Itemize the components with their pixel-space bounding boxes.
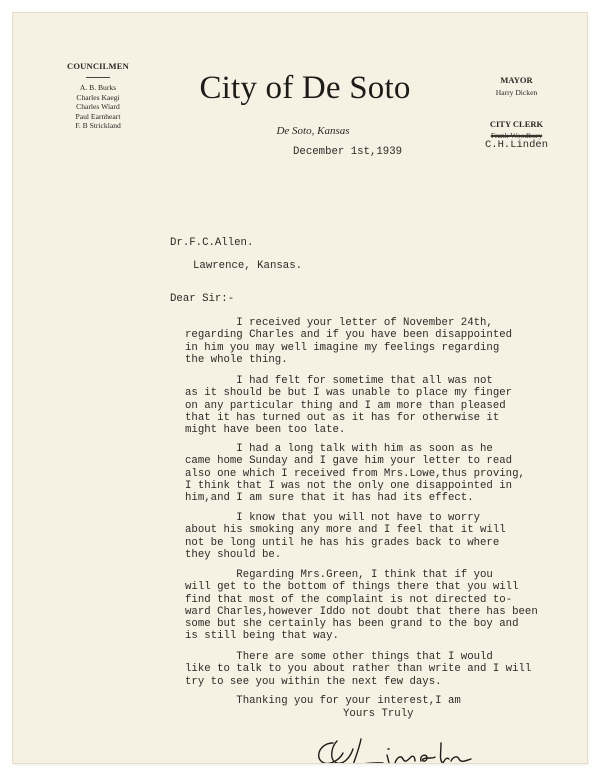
councilman-name: Charles Wiard (76, 102, 120, 112)
councilmen-heading: COUNCILMEN (67, 61, 129, 71)
city-subtitle: De Soto, Kansas (276, 125, 350, 137)
body-line: some but she certainly has been grand to the boy and (185, 618, 519, 631)
body-line: that it has turned out as it has for otherwise it (185, 411, 500, 424)
paragraph (185, 443, 545, 504)
letter-page (13, 13, 587, 763)
complimentary-close: Yours Truly (343, 708, 414, 720)
body-line: try to see you within the next few days. (185, 675, 442, 688)
body-line: as it should be but I was unable to place my finger (185, 387, 513, 400)
body-line: in him you may well imagine my feelings regarding (185, 341, 500, 354)
body-line: on any particular thing and I am more than pleased (185, 399, 506, 412)
councilman-name: A. B. Burks (79, 83, 117, 92)
paragraph (185, 569, 545, 643)
body-line: might have been too late. (185, 424, 346, 437)
body-line: like to talk to you about rather than write and I will (185, 663, 532, 676)
body-line: I received your letter of November 24th, (185, 317, 493, 329)
body-line: I had felt for sometime that all was not (185, 375, 493, 387)
body-line: Regarding Mrs.Green, I think that if you (185, 569, 493, 581)
clerk-heading: CITY CLERK (489, 119, 544, 129)
city-title: City of De Soto (199, 70, 411, 106)
clerk-block (469, 119, 564, 151)
councilmen-rule (86, 77, 110, 78)
mayor-block (469, 75, 564, 97)
body-line: the whole thing. (185, 353, 288, 366)
mayor-heading: MAYOR (500, 75, 533, 85)
body-line: I had a long talk with him as soon as he (185, 443, 493, 455)
body-line: ward Charles,however Iddo not doubt that there has been (185, 605, 538, 618)
body-line: also one which I received from Mrs.Lowe,thus proving, (185, 467, 525, 480)
councilman-name: Paul Earnheart (75, 111, 121, 121)
recipient-city: Lawrence, Kansas. (193, 260, 303, 272)
paragraph (185, 512, 545, 561)
recipient-name: Dr.F.C.Allen. (170, 237, 254, 249)
body-line: I know that you will not have to worry (185, 512, 481, 524)
letter-date: December 1st,1939 (293, 146, 403, 158)
body-line: will get to the bottom of things there that you will (185, 581, 519, 594)
body-line: I think that I was not the only one disappointed in (185, 479, 513, 492)
clerk-typed-name: C.H.Linden (484, 139, 548, 151)
body-line: not be long until he has his grades back to where (185, 536, 500, 549)
councilmen-block (43, 61, 153, 131)
body-line: is still being that way. (185, 630, 339, 643)
councilman-name: F. B Strickland (75, 121, 121, 131)
paragraph (185, 317, 545, 366)
councilman-name: Charles Kaegi (76, 92, 120, 102)
handwritten-signature (311, 731, 481, 763)
body-line: There are some other things that I would (185, 651, 493, 663)
body-line: came home Sunday and I gave him your letter to read (185, 455, 513, 468)
paragraph (185, 651, 545, 688)
paragraph (185, 375, 545, 436)
body-line: him,and I am sure that it has had its effect. (185, 492, 474, 505)
clerk-struck-name: Frank Woodbury (490, 131, 543, 140)
salutation: Dear Sir:- (170, 293, 235, 305)
body-line: about his smoking any more and I feel that it will (185, 524, 506, 537)
body-line: they should be. (185, 548, 282, 561)
mayor-name: Harry Dicken (495, 88, 538, 97)
body-line: find that most of the complaint is not directed to- (185, 593, 513, 606)
closing-line: Thanking you for your interest,I am (185, 695, 461, 707)
body-line: regarding Charles and if you have been disappointed (185, 329, 513, 342)
